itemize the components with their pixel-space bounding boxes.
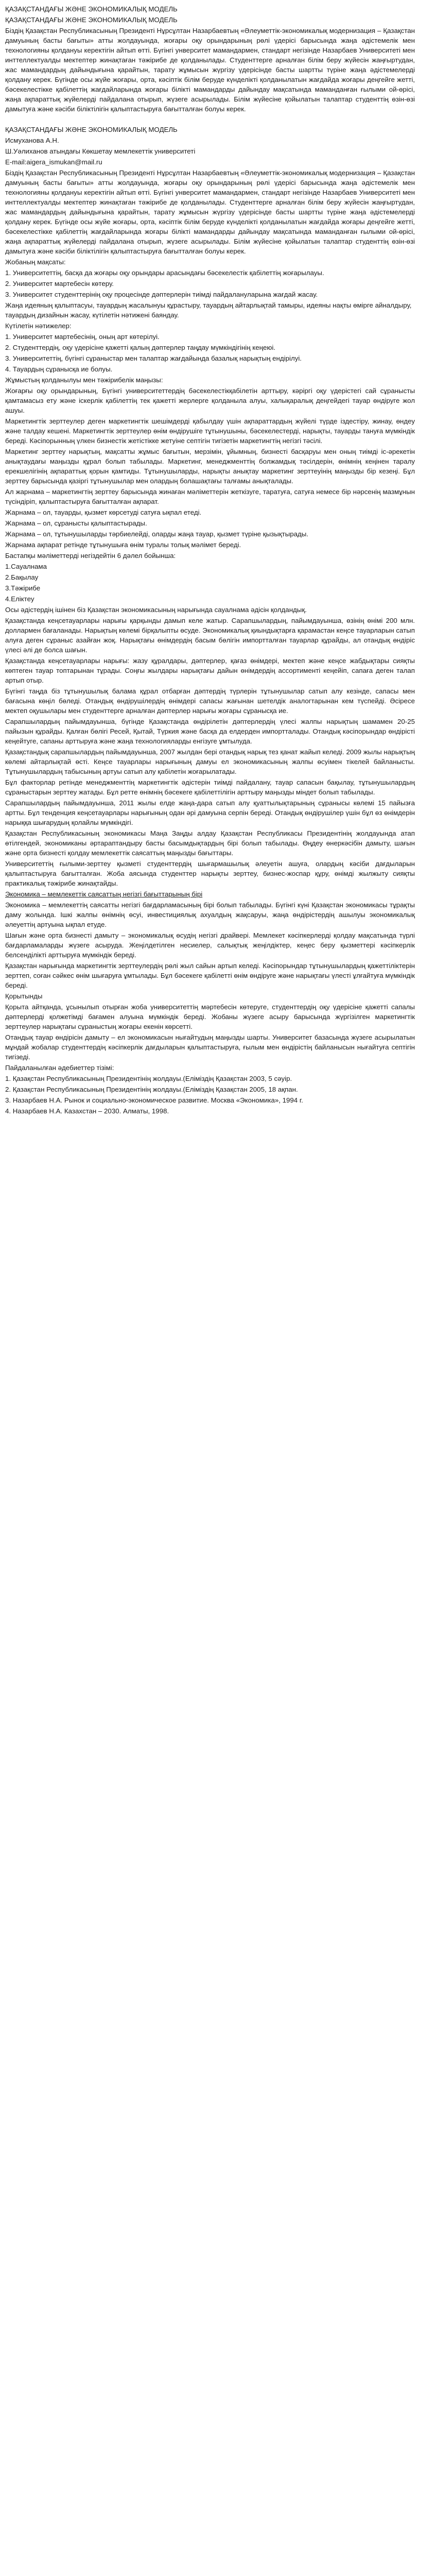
ad-item: Жарнама – ол, сұранысты қалыптастырады. (5, 519, 147, 527)
article-section (5, 125, 415, 1116)
intro-paragraph: Біздің Қазақстан Республикасының Президенті Нұрсұлтан Назарбаевтың «Әлеуметтік-экономикалық модернизация – Қазақстан дамуының басты бағыты» атты жолдауында, жоғары оқу орындарының рөлі үдерісі барысында жаңа әдістемелік мен технологияны қолдануы керектігін айтып өтті. Бүгінгі унверситет мамандармен, стандарт негізінде Назарбаев Университеті мен инттеллектуалды мектептер жинақтаған тәжірибе де қолданылады. Студенттерге арналған білім беру жүйесін жаңғыртудан, жас мамандардың дайындығына қарайтын, тарату жұмысын жүргізу үдерісінде басты шартты түріне жаңа әдістемелерді қолдану керек. Бүгінде осы жүйе жоғары, орта, кәсіптік білім беруде күнделікті қолданылатын жағдайда жоғары деңгейге жетті, бәсекелестікке қабілеттің жағдайларында жоғары білікті мамандарды дайындау мақсатында маманданған ғылыми ой-өрісі, жаңа ақпараттық жүйелерді пайдалана отырып, жүзеге асырылады. Білім жүйесіне қойылатын талаптар студенттің өзін-өзі дамытуға және кәсіби біліктілігін қалыптастыруға бағытталған болуы керек. (5, 27, 415, 113)
author-email: E-mail:aigera_ismukan@mail.ru (5, 158, 102, 166)
article-lead: Біздің Қазақстан Республикасының Президенті Нұрсұлтан Назарбаевтың «Әлеуметтік-экономикалық модернизация – Қазақстан дамуының басты бағыты» атты жолдауында, жоғары оқу орындарының рөлі үдерісі барысында жаңа әдістемелік мен технологияны қолдануы керектігін айтып өтті. Бүгінгі унверситет мамандармен, стандарт негізінде Назарбаев Университеті мен инттеллектуалды мектептер жинақтаған тәжірибе де қолданылады. Студенттерге арналған білім беру жүйесін жаңғыртудан, жас мамандардың дайындығына қарайтын, тарату жұмысын жүргізу үдерісінде басты шартты түріне жаңа әдістемелерді қолдану керек. Бүгінде осы жүйе жоғары, орта, кәсіптік білім беруде күнделікті қолданылатын жағдайда жоғары деңгейге жетті, бәсекелестікке қабілеттің жағдайларында жоғары білікті мамандарды дайындау мақсатында маманданған ғылыми ой-өрісі, жаңа ақпараттық жүйелерді пайдалана отырып, жүзеге асырылады. Білім жүйесіне қойылатын талаптар студенттің өзін-өзі дамытуға және кәсіби біліктілігін қалыптастыруға бағытталған болуы керек. (5, 169, 415, 255)
reason-item: 1.Сауалнама (5, 563, 47, 570)
result-item: 1. Университет мартебесінің, оның арт көтерілуі. (5, 333, 160, 341)
body-paragraph: Қазақстанда кеңсетауарлары нарығы: жазу құралдары, дәптерлер, қағаз өнімдері, мектеп және кеңсе жабдықтары сияқты көптеген тауар топтарынан тұрады. Соңғы жылдары нарықтағы дайын өнімдердің ассортименті кеңейіп, сапаға деген талап артып отыр. (5, 657, 415, 684)
body-paragraph: Бүгінгі таңда біз тұтынушылық балама құрал отбарған дәптердің түрлерін тұтынушылар сатып алу кезінде, сапасы мен бағасына көңіл бөледі. Отандық өндірушілердің өнімдері сапасы жағынан шетелдік аналогтарынан кем түспейді. Әсіресе мектеп оқушылары мен студенттерге арналған дәптерлер нарығы жоғары сұранысқа ие. (5, 687, 415, 715)
goal-item: 1. Университеттің, басқа да жоғары оқу орындары арасындағы бәсекелестік қабілеттің жоғарылауы. (5, 269, 324, 277)
analysis-paragraph: Жоғарғы оқу орындарының, Бүгінгі университеттердің бәсекелестікқабілетін арттыру, кәріргі оқу үдерістегі сай сұранысты қамтамасыз ету және іскерлік қабілеттің тек қажетті жерлерге қолданыла алуы, халықаралық деңгейдегі тауар өндіруге жол ашуы. (5, 387, 415, 414)
reference-item: 1. Қазақстан Республикасының Президентінің жолдауы.(Еліміздің Қазақстан 2003, 5 сәуір. (5, 1075, 292, 1082)
analysis-paragraph: Маркетинг зерттеу нарықтың, мақсатты жұмыс бағытын, мерзімін, ұйымның, бизнесті басқаруы мен оның тиімді іс-әрекетін анықтаудағы маңызды құрал болып табылады. Маркетинг, менеджменттің болжамдық тәсілдерін, өнімнің кеңінен таралу ерекшелігінің ақпараттық қорын қамтиды. Тұтынушыларды, нарықты анықтау маркетинг зерттеуінің маңызды бір кезеңі. Бұл зерттеу барысында қазіргі тұтынушылар мен олардың болашақтағы талғамы анықталады. (5, 448, 415, 485)
body-paragraph: Сарапшылардың пайымдауынша, бүгінде Қазақстанда өндірілетін дәптерлердің үлесі жалпы нарықтың шамамен 20-25 пайызын құрайды. Қалған бөлігі Ресей, Қытай, Түркия және басқа да елдерден импортталады. Отандық кәсіпорындар өндірісті кеңейтуге, сапаны арттыруға және жаңа технологияларды енгізуге ұмтылуда. (5, 718, 415, 745)
body-paragraph: Қазақстан Республикасының экономикасы Маңа Заңды алдау Қазақстан Республикасы Президентінің жолдауында атап өтілгендей, экономиканы әртараптандыру басты басымдықтардың бірі болып табылады. Өңдеу өнеркәсібін дамыту, шағын және орта бизнесті қолдау мемлекеттік саясаттың маңызды бағыттары. (5, 829, 415, 857)
reason-item: 2.Бақылау (5, 573, 39, 581)
ad-item: Жарнама – ол, тауарды, қызмет көрсетуді сатуға ықпал етеді. (5, 509, 202, 516)
reason-item: 3.Тәжірибе (5, 584, 41, 592)
body-paragraph: Бұл факторлар ретінде менеджменттің маркетингтік әдістерін тиімді пайдалану, тауар сапасын бақылау, тұтынушылардың сұраныстарын зерттеу жатады. Бұл ретте өнімнің бәсекеге қабілеттілігін арттыру маңызды міндет болып табылады. (5, 778, 415, 796)
author-affiliation: Ш.Уәлиханов атындағы Көкшетау мемлекеттік университеті (5, 147, 196, 155)
body-paragraph: Қазақстандық сарапшылардың пайымдауынша, 2007 жылдан бері отандық нарық тез қанат жайып келеді. 2009 жылы нарықтың көлемі айтарлықтай өсті. Кеңсе тауарлары нарығының дамуы ел экономикасының жалпы өсуімен тікелей байланысты. Тұтынушылардың табысының артуы сатып алу қабілетін жоғарылатады. (5, 748, 415, 775)
ad-item: Жарнама ақпарат ретінде тұтынушыға өнім туралы толық мәлімет береді. (5, 541, 241, 549)
reference-item: 4. Назарбаев Н.А. Казахстан – 2030. Алматы, 1998. (5, 1107, 169, 1115)
reference-item: 2. Қазақстан Республикасының Президентінің жолдауы.(Еліміздің Қазақстан 2005, 18 ақпан. (5, 1086, 298, 1093)
reasons-title: Бастапқы мәліметтерді негіздейтін 6 дәлел бойынша: (5, 552, 176, 560)
ad-item: Жарнама – ол, тұтынушыларды тәрбиелейді, оларды жаңа тауар, қызмет түріне қызықтырады. (5, 530, 309, 538)
reference-item: 3. Назарбаев Н.А. Рынок и социально-экономическое развитие. Москва «Экономика», 1994 г. (5, 1096, 303, 1104)
body-paragraph: Университеттің ғылыми-зерттеу қызметі студенттердің шығармашылық әлеуетін ашуға, олардың кәсіби дағдыларын қалыптастыруға бағытталған. Жоба аясында студенттер нарықты зерттеу, бизнес-жоспар құру, өнімді жылжыту сияқты практикалық тәжірибе жинақтайды. (5, 860, 415, 887)
conclusion-title: Қорытынды (5, 992, 43, 1000)
document-page (0, 0, 422, 1127)
body-paragraph: Қазақстанда кеңсетауарлары нарығы қарқынды дамып келе жатыр. Сарапшылардың, пайымдауынша, өзінің өнімі 200 млн. доллармен бағаланады. Нарықтың көлемі бірқалыпты өсуде. Экономикалық қиындықтарға қарамастан кеңсе тауарларын сатып алуға деген сұраныс азайған жоқ. Нарықтағы өнімдердің басым бөлігін импортталған тауарлар құрайды, ал отандық өндіріс үлесі әлі де болса шағын. (5, 617, 415, 654)
goal-item: 3. Университет студенттерінің оқу процесінде дәптерлерін тиімді пайдалануларына жағдай жасау. (5, 291, 318, 298)
economics-paragraph: Экономика – мемлекеттің саясатты негізгі бағдарламасының бірі болып табылады. Бүгінгі күні Қазақстан экономикасы тұрақты даму жолында. Ішкі жалпы өнімнің өсуі, инвестициялық ахуалдың жақсаруы, жаңа өндірістердің ашылуы экономикалық әлеуеттің артуына ықпал етуде. (5, 901, 415, 928)
result-item: 2. Студенттердің, оқу үдерісіне қажетті қалың дәптерлер таңдау мүмкіндігінің кеңеюі. (5, 344, 276, 351)
goal-title: Жобаның мақсаты: (5, 258, 66, 266)
result-item: 4. Тауардың сұранысқа ие болуы. (5, 365, 113, 373)
article-title: ҚАЗАҚСТАНДАҒЫ ЖӘНЕ ЭКОНОМИКАЛЫҚ МОДЕЛЬ (5, 126, 178, 133)
economics-paragraph: Қазақстан нарығында маркетингтік зерттеулердің рөлі жыл сайын артып келеді. Кәсіпорындар тұтынушылардың қажеттіліктерін зерттеп, соған сәйкес өнім шығаруға ұмтылады. Бұл бәсекеге қабілетті өнім өндіруге және нарықтағы үлесті ұлғайтуға мүмкіндік береді. (5, 962, 415, 989)
intro-section (5, 4, 415, 114)
results-title: Күтілетін нәтижелер: (5, 322, 72, 330)
result-item: 3. Университеттің, бүгінгі сұраныстар мен талаптар жағдайында базалық нарықтың ендірілуі. (5, 354, 302, 362)
references-list (5, 1063, 415, 1116)
goal-item: Жаңа идеяның қалыптасуы, тауардың жасалынуы құрастыру, тауардың айтарлықтай тамыры, идеяны нақты өмірге айналдыру, тауардың дизайнын жасау, күтілетін нәтижені баяндау. (5, 301, 412, 319)
survey-note: Осы әдістердің ішінен біз Қазақстан экономикасының нарығында сауалнама әдісін қолдандық. (5, 606, 307, 614)
ad-lead: Ал жарнама – маркетингтің зерттеу барысында жинаған мәліметтерін жеткізуге, таратуға, сатуға немесе бір нәрсенің мазмұнын түсіндіріп, қалыптастыруға бағытталған ақпарат. (5, 488, 415, 505)
intro-paragraph: ҚАЗАҚСТАНДАҒЫ ЖӘНЕ ЭКОНОМИКАЛЫҚ МОДЕЛЬ (5, 16, 178, 24)
conclusion-paragraph: Отандық тауар өндірісін дамыту – ел экономикасын нығайтудың маңызды шарты. Университет базасында жүзеге асырылатын мұндай жобалар студенттердің кәсіпкерлік дағдыларын қалыптастыруға, ғылым мен өндірістің байланысын нығайтуға септігін тигізеді. (5, 1033, 415, 1061)
analysis-paragraph: Маркетингтік зерттеулер деген маркетингтік шешімдерді қабылдау үшін ақпараттардың жүйелі түрде іздестіру, жинау, өндеу және талдау кешені. Маркетингтік зерттеулер өнім өндірушіге тұтынушыны, бәсекелестерді, нарықты, тауарды тануға мүмкіндік береді. Кәсіпорынның үлкен бизнестік жетістікке жетуіне септігін тигізетін маркетингтің негізгі тәсілі. (5, 417, 415, 445)
references-title: Пайдаланылған әдебиеттер тізімі: (5, 1064, 114, 1072)
analysis-title: Жұмыстың қолданылуы мен тәжірибелік маңызы: (5, 376, 163, 384)
economics-paragraph: Шағын және орта бизнесті дамыту – экономикалық өсудің негізгі драйвері. Мемлекет кәсіпкерлерді қолдау мақсатында түрлі бағдарламаларды жүзеге асыруда. Жеңілдетілген несиелер, салықтық жеңілдіктер, кеңес беру қызметтері кәсіпкерлік белсенділікті арттыруға мүмкіндік береді. (5, 931, 415, 959)
reason-item: 4.Еліктеу (5, 595, 34, 603)
author-name: Исмуханова А.Н. (5, 137, 59, 144)
goal-item: 2. Университет мартебесін көтеру. (5, 280, 114, 287)
economics-title: Экономика – мемлекеттік саясаттың негізгі бағыттарының бірі (5, 890, 203, 898)
intro-title: ҚАЗАҚСТАНДАҒЫ ЖӘНЕ ЭКОНОМИКАЛЫҚ МОДЕЛЬ (5, 5, 178, 13)
conclusion-paragraph: Қорыта айтқанда, ұсынылып отырған жоба университеттің мәртебесін көтеруге, студенттердің оқу үдерісіне қажетті сапалы дәптерлерді қолжетімді бағамен алуына мүмкіндік береді. Жобаны жүзеге асыру барысында жүргізілген маркетингтік зерттеулер нарықтағы сұраныстың жоғары екенін көрсетті. (5, 1003, 415, 1030)
body-paragraph: Сарапшылардың пайымдауынша, 2011 жылы елде жаңа-дара сатып алу қуаттылықтарының сұранысы көлемі 15 пайызға артты. Бұл тенденция кеңсетауарлары нарығының одан әрі дамуына серпін береді. Отандық өндірушілер үшін бұл өз өнімдерін нарыққа шығарудың қолайлы мүмкіндігі. (5, 799, 415, 826)
